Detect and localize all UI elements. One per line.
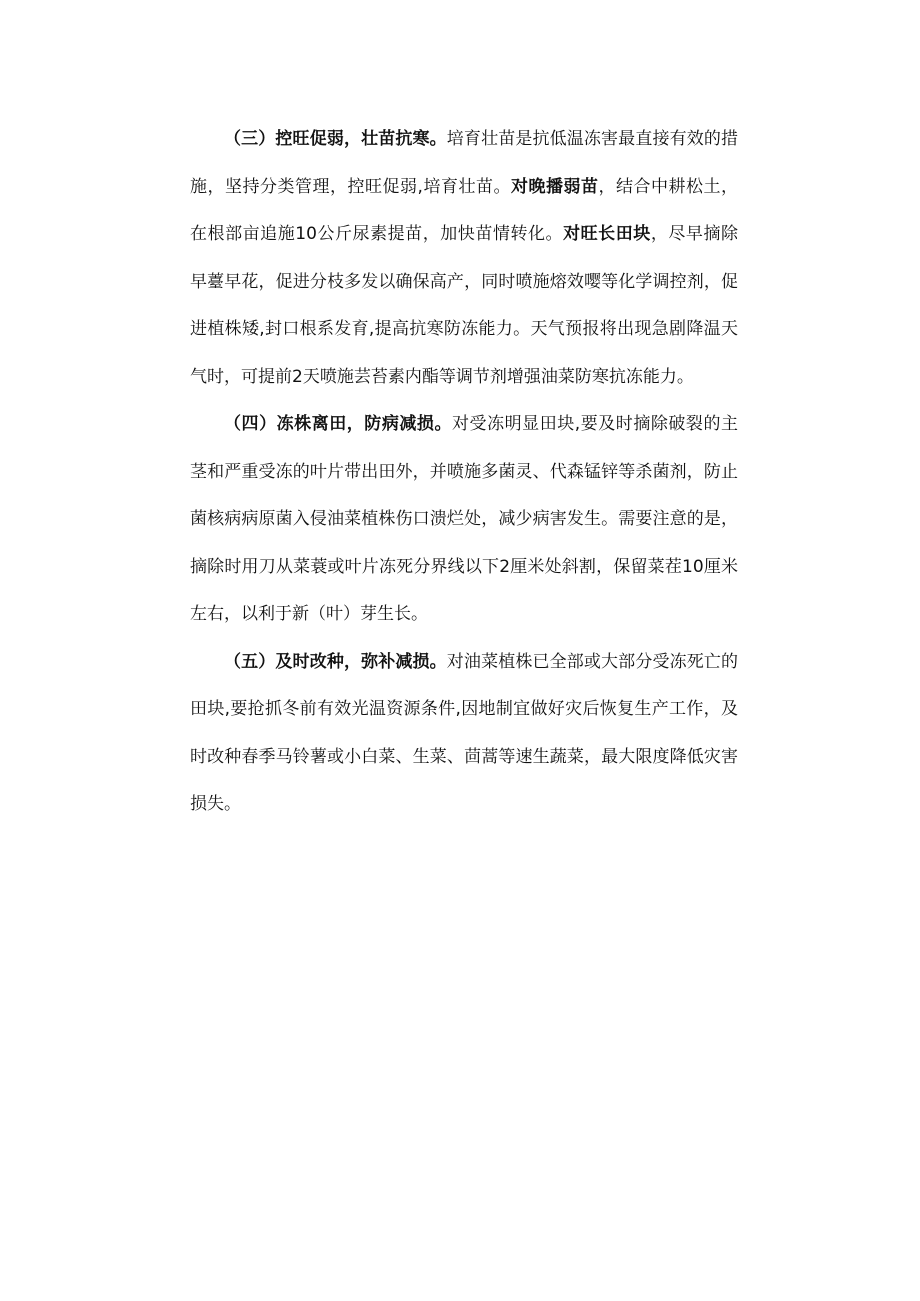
paragraph-5-heading: （五）及时改种，弥补减损。 xyxy=(224,651,447,672)
paragraph-3-emphasis-late-sown: 对晚播弱苗 xyxy=(510,176,599,197)
paragraph-3-emphasis-vigorous: 对旺长田块 xyxy=(563,224,651,244)
paragraph-4 xyxy=(190,401,738,639)
paragraph-3-lead-text: 培育壮苗是抗低温冻害最直接有效的措施，坚持分类管理，控旺促弱,培育壮苗。 xyxy=(190,129,739,197)
paragraph-4-body: 对受冻明显田块,要及时摘除破裂的主茎和严重受冻的叶片带出田外，并喷施多菌灵、代森锰锌等杀菌剂，防止菌核病病原菌入侵油菜植株伤口溃烂处，减少病害发生。需要注意的是，摘除时用刀从菜蓑或叶片冻死分界线以下2厘米处斜割，保留菜茬10厘米左右，以利于新（叶）芽生长。 xyxy=(190,414,739,624)
paragraph-3 xyxy=(190,116,738,401)
paragraph-3-text-vigorous: ，尽早摘除早薹早花，促进分枝多发以确保高产，同时喷施熔效嘤等化学调控剂，促进植株矮,封口根系发育,提高抗寒防冻能力。天气预报将出现急剧降温天气时，可提前2天喷施芸苔素内酯等调节剂增强油菜防寒抗冻能力。 xyxy=(190,224,739,387)
paragraph-5-body: 对油菜植株已全部或大部分受冻死亡的田块,要抢抓冬前有效光温资源条件,因地制宜做好灾后恢复生产工作，及时改种春季马铃薯或小白菜、生菜、茴蒿等速生蔬菜，最大限度降低灾害损失。 xyxy=(190,651,739,814)
paragraph-3-text-late-sown: ，结合中耕松土，在根部亩追施10公斤尿素提苗，加快苗情转化。 xyxy=(190,176,739,244)
document-body xyxy=(190,116,738,829)
paragraph-3-heading: （三）控旺促弱，壮苗抗寒。 xyxy=(224,129,447,149)
paragraph-5 xyxy=(190,639,738,829)
paragraph-4-heading: （四）冻株离田，防病减损。 xyxy=(224,414,452,434)
